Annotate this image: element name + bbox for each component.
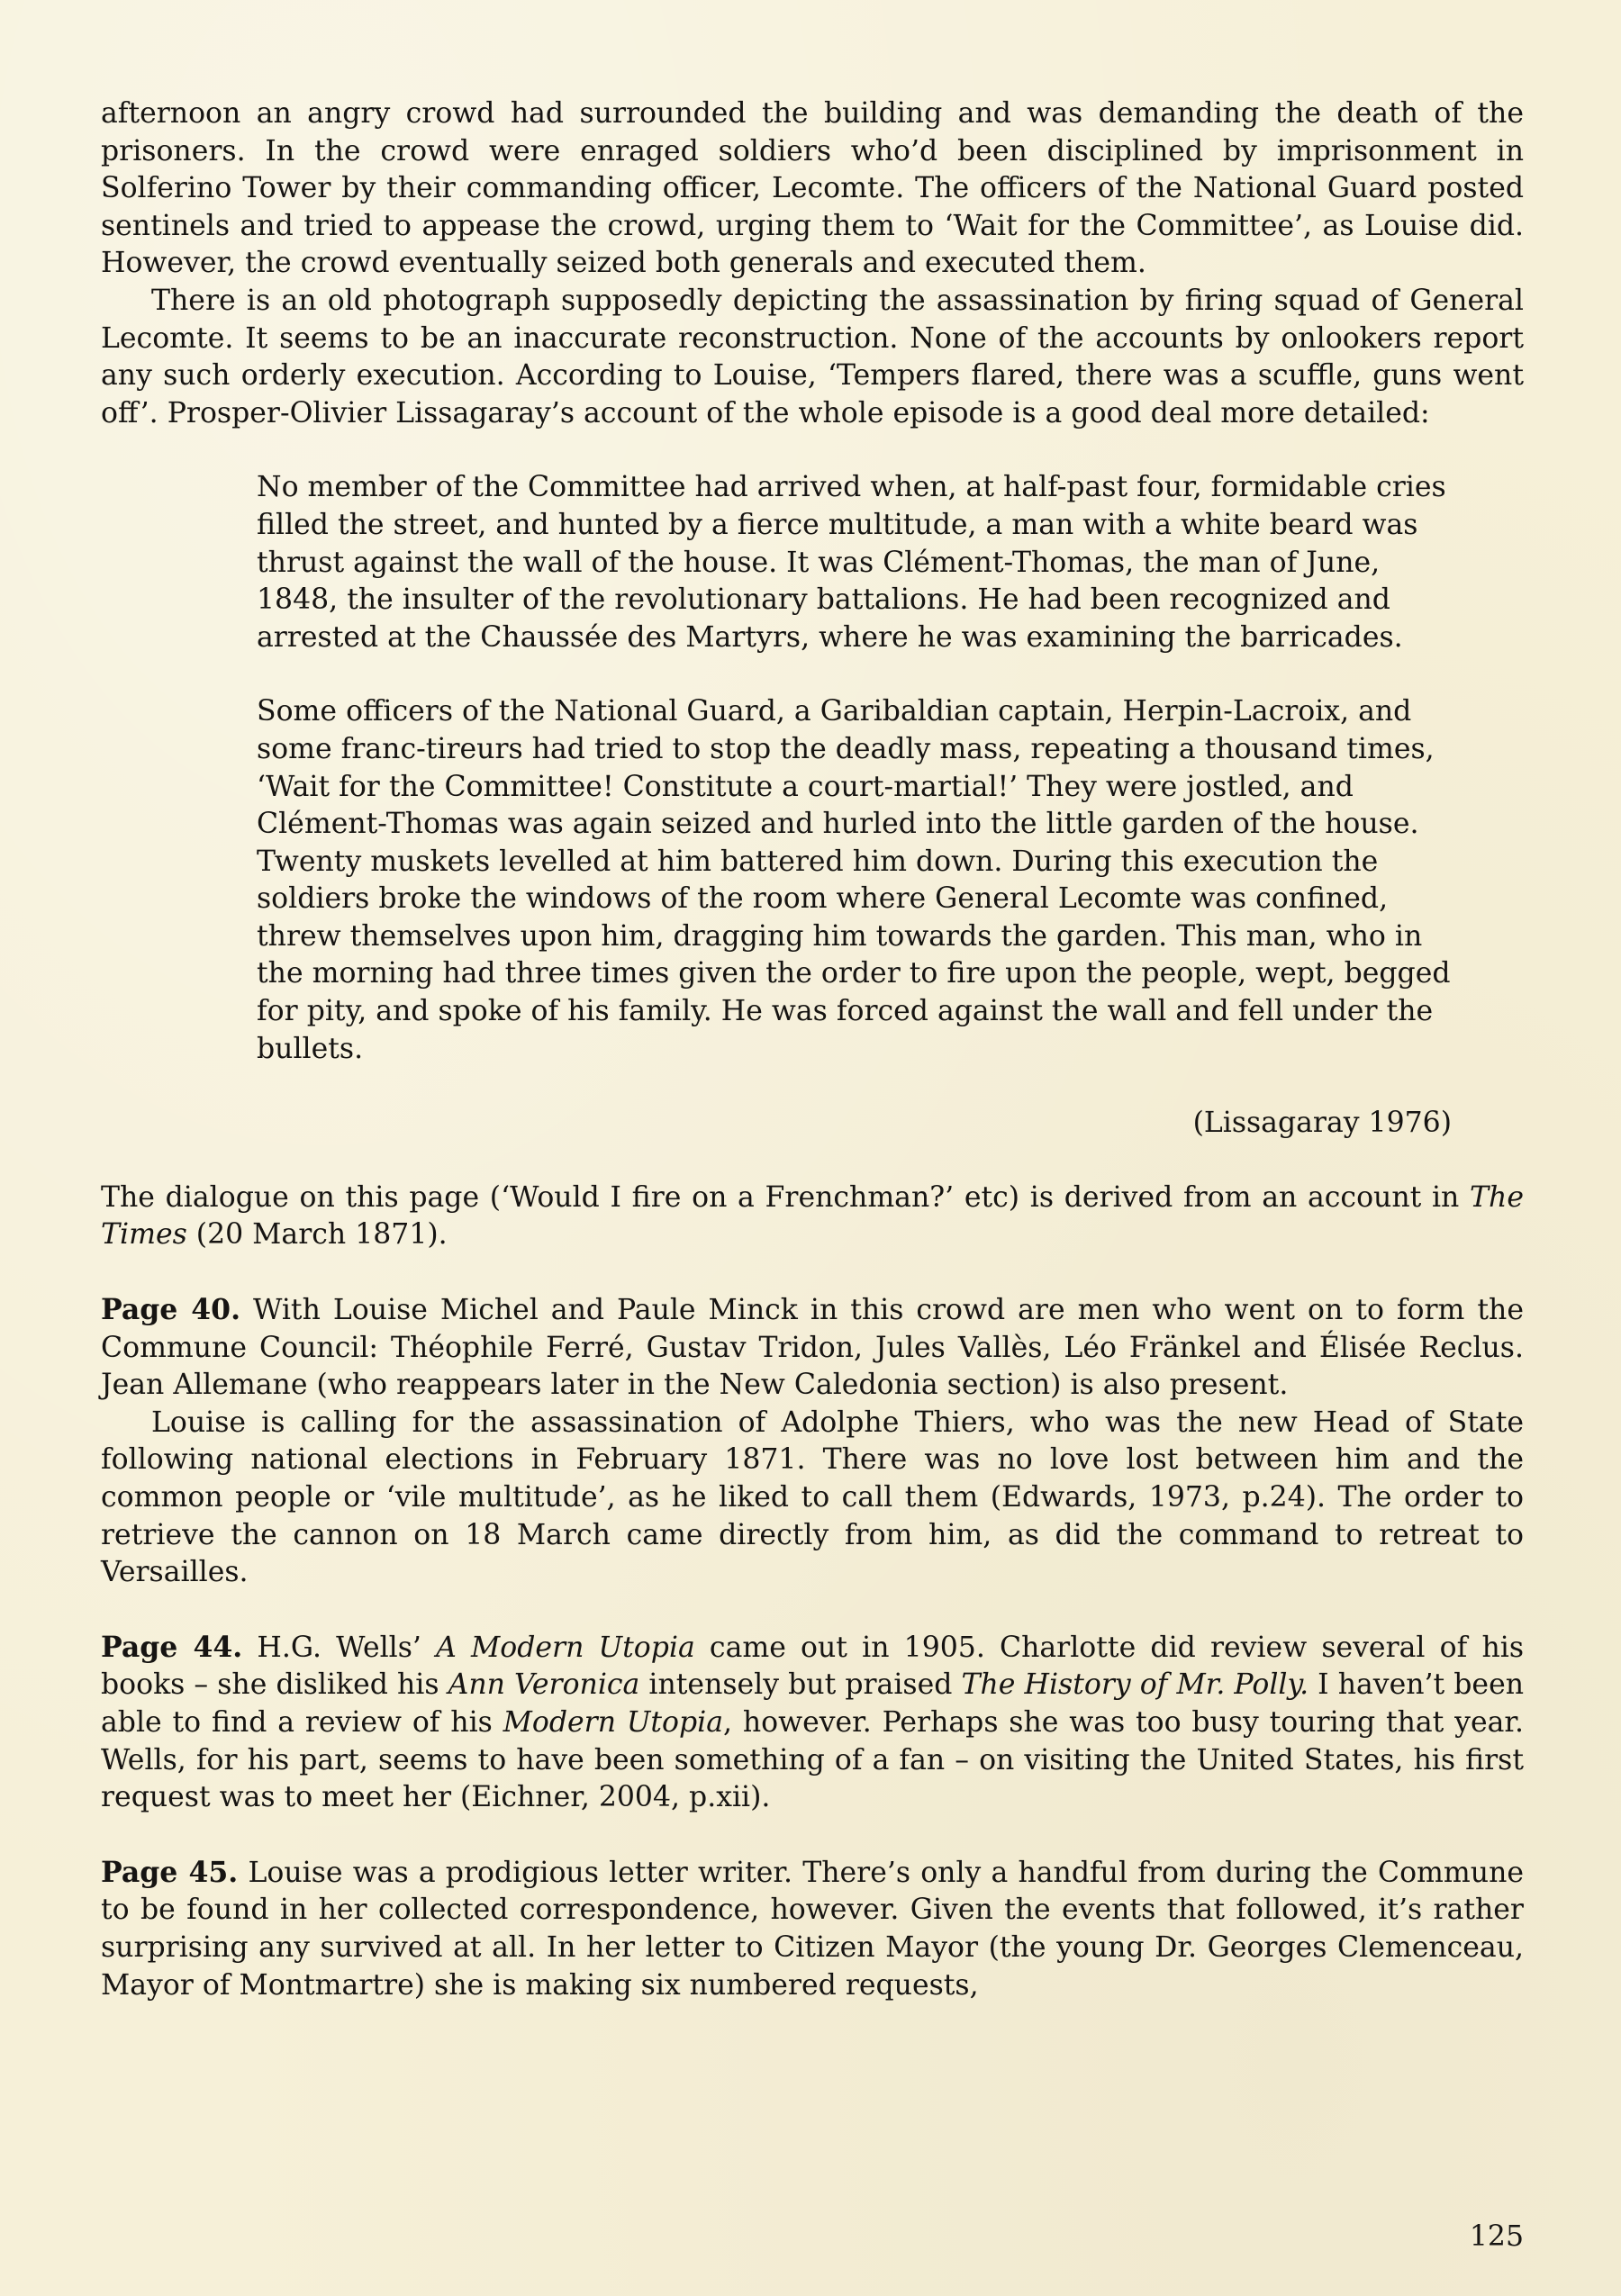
dialogue-source-title: The Times xyxy=(101,1180,1524,1252)
paragraph-photograph: There is an old photograph supposedly depicting the assassination by firing squad of General Lecomte. It seems to be an inaccurate reconstruction. None of the accounts by onlookers report any such orderly execution. According to Louise, ‘Tempers flared, there was a scuffle, guns went off’. Prosper-Olivier Lissagaray’s account of the whole episode is a good deal more detailed: xyxy=(101,284,1524,429)
page-44-text-2: came out in 1905. Charlotte did review several of his books – she disliked his xyxy=(101,1631,1524,1702)
page-44-text-3: intensely but praised xyxy=(639,1668,962,1702)
dialogue-text-after: (20 March 1871). xyxy=(186,1218,448,1252)
page-44-title-modern-utopia-short: Modern Utopia xyxy=(503,1705,724,1739)
page-44-text-5: , however. Perhaps she was too busy touring that year. Wells, for his part, seems to have been something of a fan – on visiting the United States, his first request was to meet her (Eichner, 2004, p.xii). xyxy=(101,1705,1524,1814)
page-44-text-4: I haven’t been able to find a review of his xyxy=(101,1668,1524,1739)
page-44-title-modern-utopia: A Modern Utopia xyxy=(436,1631,695,1664)
quote-paragraph-clement-thomas: No member of the Committee had arrived when, at half-past four, formidable cries filled the street, and hunted by a fierce multitude, a man with a white beard was thrust against the wall of the house. It was Clément-Thomas, the man of June, 1848, the insulter of the revolutionary battalions. He had been recognized and arrested at the Chaussée des Martyrs, where he was examining the barricades. xyxy=(257,471,1446,654)
paragraph-page-44 xyxy=(101,1629,1524,1817)
page-44-label: Page 44. xyxy=(101,1630,243,1664)
page-44-title-ann-veronica: Ann Veronica xyxy=(448,1668,640,1702)
page-number: 125 xyxy=(1469,2220,1524,2253)
paragraph-thiers: Louise is calling for the assassination of Adolphe Thiers, who was the new Head of State following national elections in February 1871. There was no love lost between him and the common people or ‘vile multitude’, as he liked to call them (Edwards, 1973, p.24). The order to retrieve the cannon on 18 March came directly from him, as did the command to retreat to Versailles. xyxy=(101,1406,1524,1589)
paragraph-dialogue xyxy=(101,1180,1524,1254)
paragraph-prisoners: afternoon an angry crowd had surrounded the building and was demanding the death of the prisoners. In the crowd were enraged soldiers who’d been disciplined by imprisonment in Solferino Tower by their commanding officer, Lecomte. The officers of the National Guard posted sentinels and tried to appease the crowd, urging them to ‘Wait for the Committee’, as Louise did. However, the crowd eventually seized both generals and executed them. xyxy=(101,97,1524,280)
quote-paragraph-execution: Some officers of the National Guard, a Garibaldian captain, Herpin-Lacroix, and some franc-tireurs had tried to stop the deadly mass, repeating a thousand times, ‘Wait for the Committee! Constitute a court-martial!’ They were jostled, and Clément-Thomas was again seized and hurled into the little garden of the house. Twenty muskets levelled at him battered him down. During this execution the soldiers broke the windows of the room where General Lecomte was confined, threw themselves upon him, dragging him towards the garden. This man, who in the morning had three times given the order to fire upon the people, wept, begged for pity, and spoke of his family. He was forced against the wall and fell under the bullets. xyxy=(257,695,1451,1065)
paragraph-page-40 xyxy=(101,1291,1524,1405)
body-text xyxy=(101,95,1524,2004)
dialogue-text-before: The dialogue on this page (‘Would I fire on a Frenchman?’ etc) is derived from an account in xyxy=(101,1180,1471,1214)
block-quote xyxy=(101,469,1524,1068)
page-45-label: Page 45. xyxy=(101,1855,239,1889)
page-44-text-1: H.G. Wells’ xyxy=(242,1631,437,1664)
quote-citation: (Lissagaray 1976) xyxy=(1192,1107,1452,1140)
page-44-title-mr-polly: The History of Mr. Polly. xyxy=(961,1668,1309,1702)
page-40-text: With Louise Michel and Paule Minck in this crowd are men who went on to form the Commune Council: Théophile Ferré, Gustav Tridon, Jules Vallès, Léo Fränkel and Élisée Reclus. Jean Allemane (who reappears later in the New Caledonia section) is also present. xyxy=(101,1294,1524,1402)
page-45-text: Louise was a prodigious letter writer. There’s only a handful from during the Commune to be found in her collected correspondence, however. Given the events that followed, it’s rather surprising any survived at all. In her letter to Citizen Mayor (the young Dr. Georges Clemenceau, Mayor of Montmartre) she is making six numbered requests, xyxy=(101,1856,1524,2002)
paragraph-page-45 xyxy=(101,1854,1524,2004)
page-40-label: Page 40. xyxy=(101,1293,241,1327)
